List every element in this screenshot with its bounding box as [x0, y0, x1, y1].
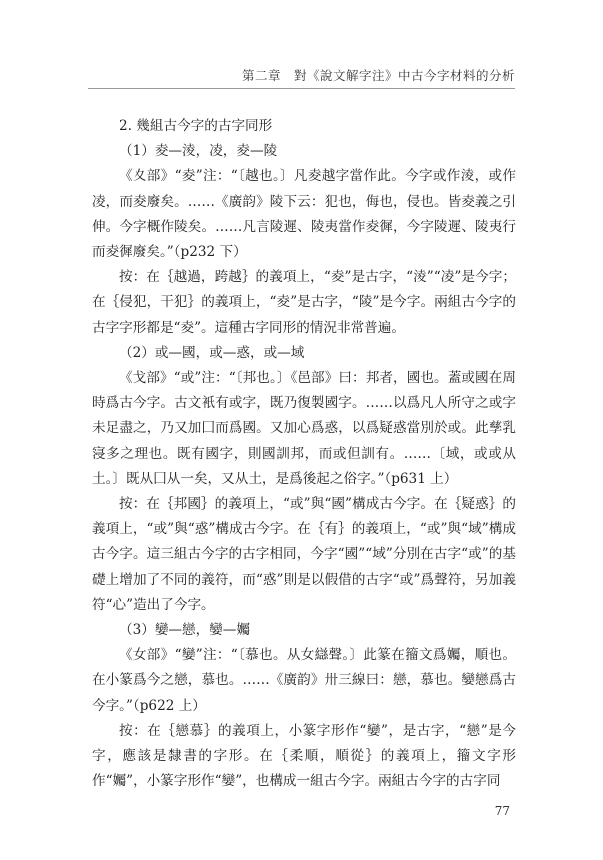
- quotation-paragraph-2: 《戈部》“或”注：“〔邦也。〕《邑部》曰：邦者，國也。蓋或國在周時爲古今字。古文衹有或字，既乃復製國字。……以爲凡人所守之或字未足盡之，乃又加囗而爲國。又加心爲惑，以爲疑惑當別於或。此孳乳寖多之理也。既有國字，則國訓邦，而或但訓有。……〔域，或或从土。〕既从囗从一矣，又从土，是爲後起之俗字。”（p631 上）: [92, 370, 516, 487]
- subsection-heading-1: （1）夌—淩，凌，夌—陵: [119, 143, 278, 160]
- quotation-paragraph-3: 《女部》“孌”注：“〔慕也。从女䜌聲。〕此篆在籀文爲孎，順也。在小篆爲今之戀，慕也。……《廣韵》卅三線曰：戀，慕也。孌戀爲古今字。”（p622 上）: [92, 647, 516, 714]
- subsection-heading-3: （3）孌—戀，孌—孎: [119, 622, 250, 639]
- page-number: 77: [494, 804, 510, 818]
- analysis-paragraph-2: 按：在｛邦國｝的義項上，“或”與“國”構成古今字。在｛疑惑｝的義項上，“或”與“惑”構成古今字。在｛有｝的義項上，“或”與“域”構成古今字。這三組古今字的古字相同，今字“國”“域”分別在古字“或”的基礎上增加了不同的義符，而“惑”則是以假借的古字“或”爲聲符，另加義符“心”造出了今字。: [92, 496, 516, 613]
- quotation-paragraph-1: 《夊部》“夌”注：“〔越也。〕凡夌越字當作此。今字或作淩，或作凌，而夌廢矣。……《廣韵》陵下云：犯也，侮也，侵也。皆夌義之引伸。今字概作陵矣。……凡言陵遲、陵夷當作夌徲，今字陵遲、陵夷行而夌徲廢矣。”（p232 下）: [92, 168, 516, 261]
- subsection-heading-2: （2）或—國，或—惑，或—域: [119, 344, 305, 361]
- header-rule: [88, 88, 515, 89]
- running-header: 第二章 對《說文解字注》中古今字材料的分析: [241, 68, 515, 83]
- analysis-paragraph-1: 按：在｛越過，跨越｝的義項上，“夌”是古字，“淩”“凌”是今字；在｛侵犯，干犯｝的義項上，“夌”是古字，“陵”是今字。兩組古今字的古字字形都是“夌”。這種古字同形的情況非常普遍。: [92, 269, 516, 336]
- analysis-paragraph-3: 按：在｛戀慕｝的義項上，小篆字形作“孌”，是古字，“戀”是今字，應該是隸書的字形。在｛柔順，順從｝的義項上，籀文字形作“孎”，小篆字形作“孌”，也構成一組古今字。兩組古今字的古字同: [92, 722, 516, 790]
- page-body: [92, 114, 516, 794]
- section-title: 2. 幾組古今字的古字同形: [119, 118, 273, 134]
